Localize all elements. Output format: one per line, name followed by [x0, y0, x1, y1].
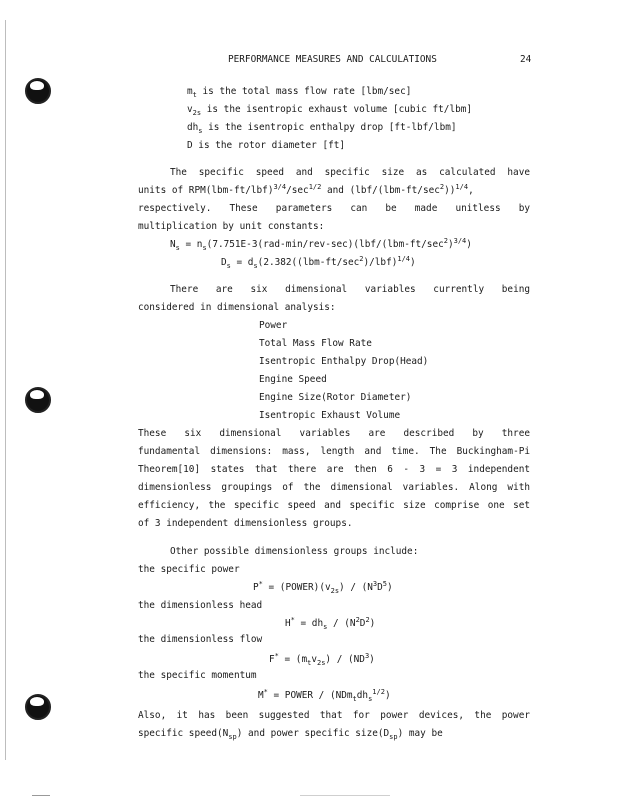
group-label: the dimensionless head	[138, 600, 263, 611]
equation-specific-power: $P^* = (POWER)(v_{2s}) / (N^3D^5)$	[253, 579, 393, 595]
equation-dimensionless-head: $H^* = dh_s / (N^2D^2)$	[285, 615, 376, 631]
equation-ns: $N_s = n_s(7.751E-3(rad-\min/rev-\sec)(lbf/(lbm-ft/\sec^2)^{3/4})$	[170, 236, 472, 252]
paragraph-line: respectively. These parameters can be made unitless by	[138, 203, 530, 214]
variable-list-item: Isentropic Enthalpy Drop(Head)	[259, 356, 429, 367]
paragraph-line: Other possible dimensionless groups include:	[170, 546, 419, 557]
paragraph-line: considered in dimensional analysis:	[138, 302, 336, 313]
paragraph-line: Also, it has been suggested that for power devices, the power	[138, 710, 530, 721]
definition-dhs: $dh_s$ is the isentropic enthalpy drop [ft-lbf/lbm]	[187, 122, 457, 135]
paragraph-line: There are six dimensional variables currently being	[170, 284, 530, 295]
paragraph-line: Theorem[10] states that there are then 6 - 3 = 3 independent	[138, 464, 530, 475]
paragraph-line-power-specific: specific $speed(N_{sp})$ and power specific $size(D_{sp})$ may be	[138, 728, 443, 741]
binder-hole-bottom	[25, 694, 51, 720]
scan-mark	[32, 795, 50, 796]
definition-d: D is the rotor diameter [ft]	[187, 140, 346, 151]
group-label: the dimensionless flow	[138, 634, 263, 645]
group-label: the specific momentum	[138, 670, 257, 681]
variable-list-item: Engine Speed	[259, 374, 327, 385]
variable-list-item: Engine Size(Rotor Diameter)	[259, 392, 412, 403]
variable-list-item: Isentropic Exhaust Volume	[259, 410, 401, 421]
paragraph-line: The specific speed and specific size as calculated have	[170, 167, 530, 178]
binder-hole-middle	[25, 387, 51, 413]
definition-mt: $m_t$ is the total mass flow rate [lbm/sec]	[187, 86, 412, 99]
paragraph-line: efficiency, the specific speed and specific size comprise one set	[138, 500, 530, 511]
equation-ds: $D_s = d_s(2.382((lbm-ft/\sec^2)/lbf)^{1/4})$	[221, 254, 416, 270]
paragraph-line: dimensionless groupings of the dimensional variables. Along with	[138, 482, 530, 493]
paragraph-line: of 3 independent dimensionless groups.	[138, 518, 353, 529]
paragraph-line-units: units of $RPM(lbm-ft/lbf)^{3/4}/\sec^{1/2}$ and $(lbf/(lbm-ft/\sec^2))^{1/4}$,	[138, 182, 474, 196]
page-edge	[5, 20, 6, 760]
paragraph-line: fundamental dimensions: mass, length and time. The Buckingham-Pi	[138, 446, 530, 457]
scan-mark	[300, 795, 390, 796]
binder-hole-top	[25, 78, 51, 104]
equation-dimensionless-flow: $F^* = (m_tv_{2s}) / (ND^3)$	[269, 651, 375, 667]
variable-list-item: Power	[259, 320, 288, 331]
paragraph-line: multiplication by unit constants:	[138, 221, 325, 232]
variable-list-item: Total Mass Flow Rate	[259, 338, 372, 349]
running-header: PERFORMANCE MEASURES AND CALCULATIONS	[228, 54, 437, 65]
paragraph-line: These six dimensional variables are described by three	[138, 428, 530, 439]
page-number: 24	[520, 54, 532, 65]
definition-v2s: $v_{2s}$ is the isentropic exhaust volume [cubic ft/lbm]	[187, 104, 473, 117]
equation-specific-momentum: M* = POWER / $(NDm_tdh_s^{1/2})$	[258, 687, 391, 703]
group-label: the specific power	[138, 564, 240, 575]
